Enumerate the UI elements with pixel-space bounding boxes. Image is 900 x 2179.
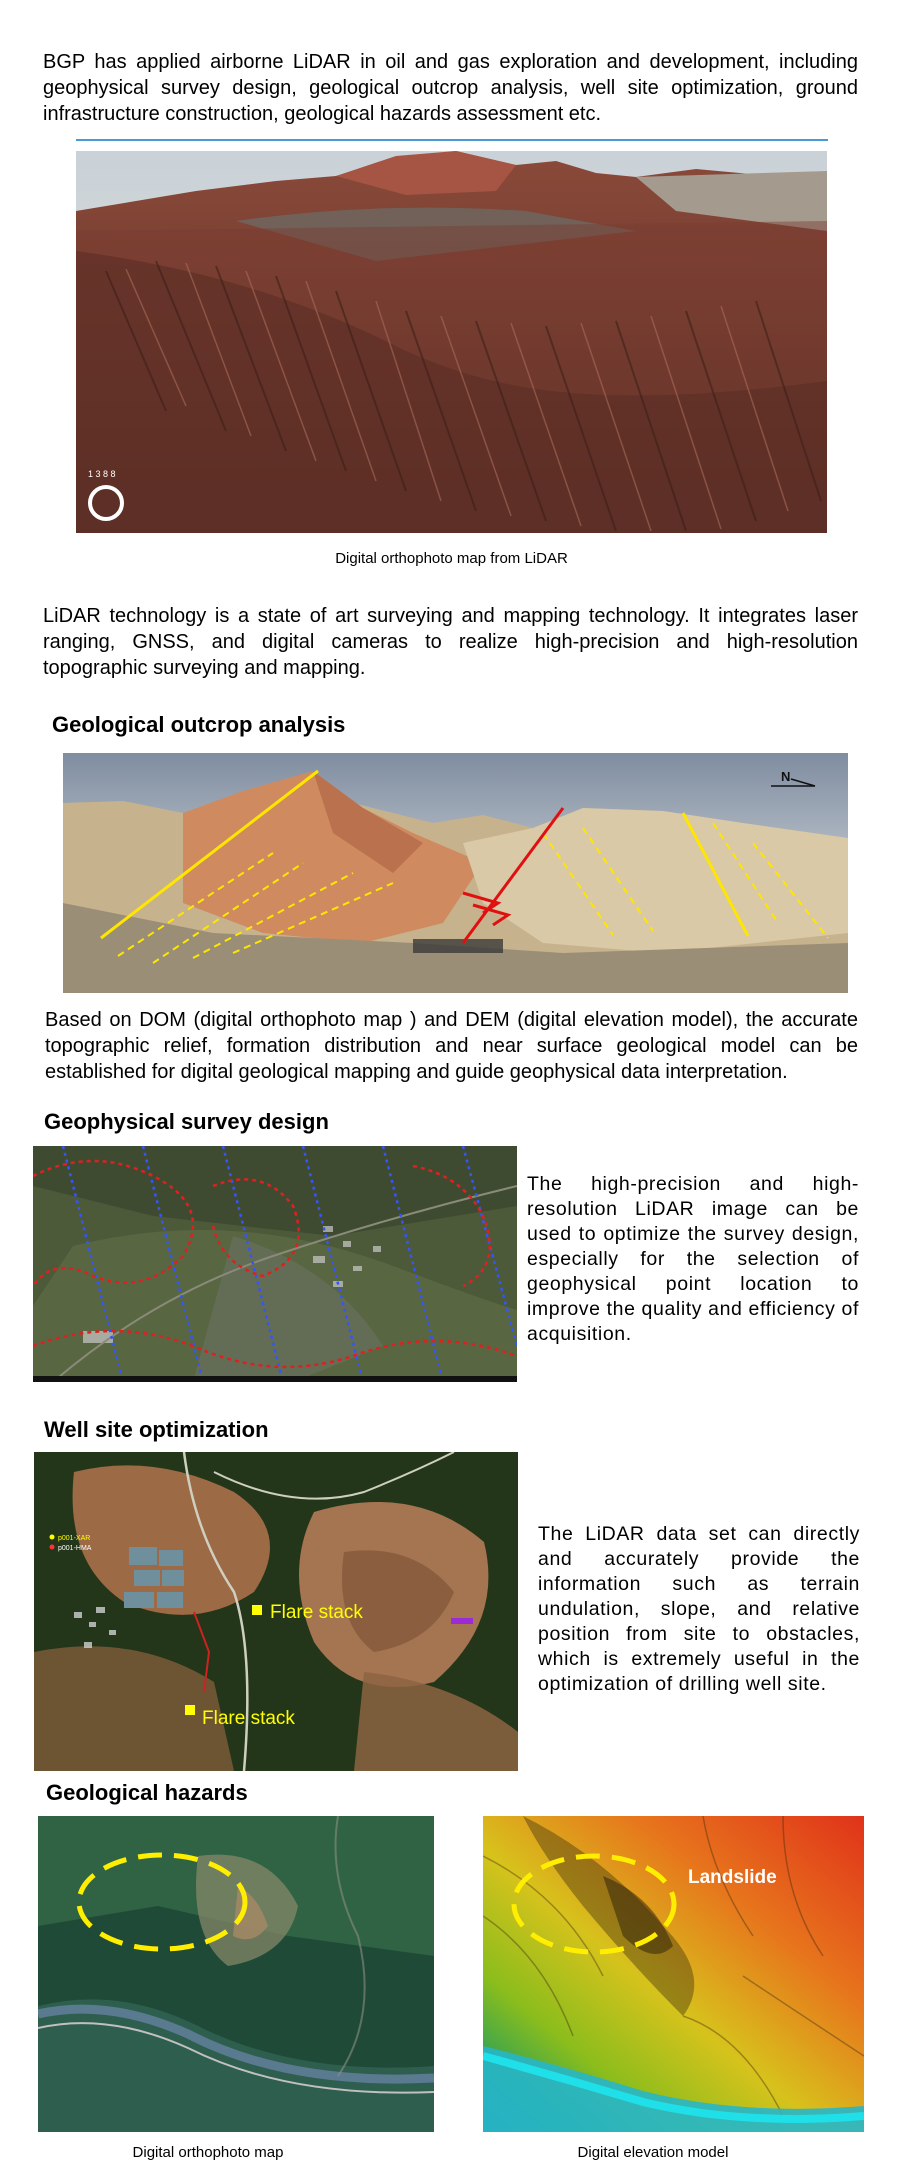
marker-label-a: p001-XAR bbox=[58, 1535, 91, 1542]
hazard-caption-right: Digital elevation model bbox=[577, 2144, 729, 2161]
lidar-paragraph: LiDAR technology is a state of art surveying and mapping technology. It integrates laser ranging, GNSS, and digital cameras to realize high-precision and high-resolution topographic surveying and mapping. bbox=[43, 605, 858, 679]
hazards-heading: Geological hazards bbox=[46, 1780, 248, 1805]
flare-stack-label-top: Flare stack bbox=[270, 1602, 363, 1623]
figure1-caption: Digital orthophoto map from LiDAR bbox=[335, 550, 568, 567]
outcrop-heading: Geological outcrop analysis bbox=[52, 712, 346, 737]
lidar-orthophoto-image bbox=[76, 151, 827, 533]
hazard-dem-image bbox=[483, 1816, 864, 2132]
intro-paragraph: BGP has applied airborne LiDAR in oil and gas exploration and development, including geophysical survey design, geological outcrop analysis, well site optimization, ground infrastructure construction, geological hazards assessment etc. bbox=[43, 51, 858, 125]
orthophoto-overlay-label: 1 3 8 8 bbox=[88, 469, 116, 479]
landslide-label: Landslide bbox=[688, 1867, 777, 1888]
survey-design-image bbox=[33, 1146, 517, 1382]
north-label: N bbox=[781, 769, 791, 784]
outcrop-paragraph: Based on DOM (digital orthophoto map ) and DEM (digital elevation model), the accurate topographic relief, formation distribution and near surface geological model can be established for digital geological mapping and guide geophysical data interpretation. bbox=[45, 1009, 858, 1083]
well-site-image bbox=[34, 1452, 518, 1771]
marker-label-b: p001-HMA bbox=[58, 1545, 92, 1552]
flare-stack-label-bottom: Flare stack bbox=[202, 1708, 295, 1729]
survey-paragraph: The high-precision and high-resolution LiDAR image can be used to optimize the survey design, especially for the selection of geophysical point location to improve the quality and efficiency of acquisition. bbox=[527, 1173, 859, 1345]
hazard-caption-left: Digital orthophoto map bbox=[132, 2144, 284, 2161]
well-paragraph: The LiDAR data set can directly and accurately provide the information such as terrain undulation, slope, and relative position from site to obstacles, which is extremely useful in the optimization of drilling well site. bbox=[538, 1523, 860, 1695]
divider-line bbox=[76, 139, 828, 141]
well-heading: Well site optimization bbox=[44, 1417, 269, 1442]
survey-heading: Geophysical survey design bbox=[44, 1109, 329, 1134]
outcrop-image bbox=[63, 753, 848, 993]
hazard-orthophoto-image bbox=[38, 1816, 434, 2132]
